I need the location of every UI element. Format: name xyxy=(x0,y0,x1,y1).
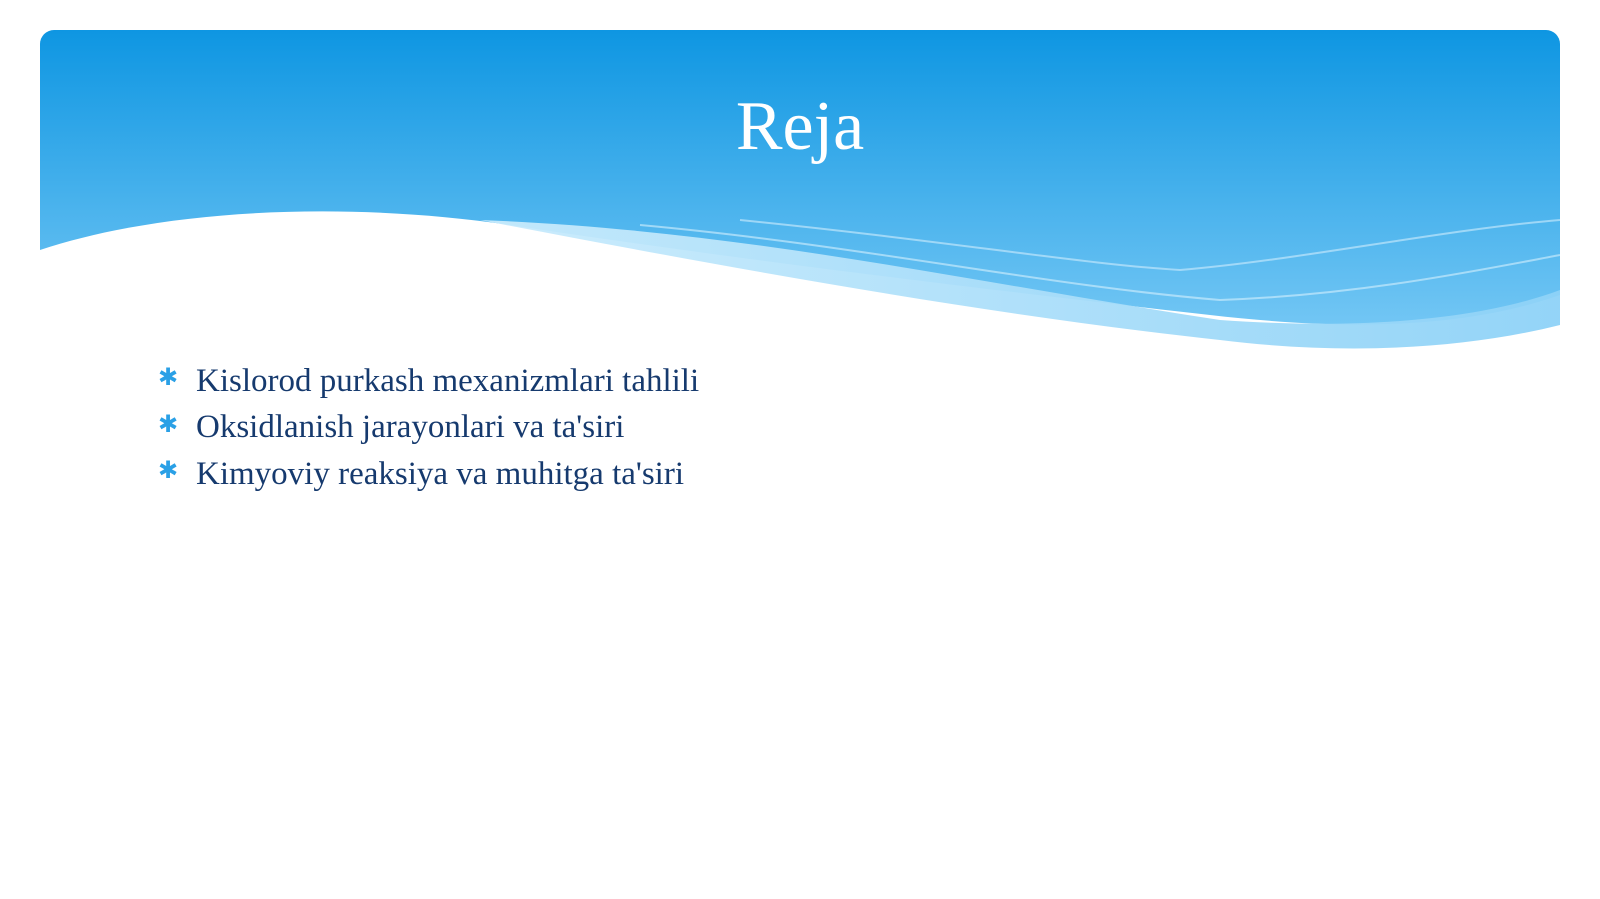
slide-title: Reja xyxy=(735,88,865,165)
bullet-text: Kislorod purkash mexanizmlari tahlili xyxy=(196,362,700,399)
asterisk-icon: ✱ xyxy=(158,363,179,392)
bullet-text: Kimyoviy reaksiya va muhitga ta'siri xyxy=(196,455,685,492)
bullet-item xyxy=(158,451,699,498)
asterisk-icon: ✱ xyxy=(158,409,179,438)
bullet-list xyxy=(158,358,699,498)
bullet-item xyxy=(158,358,699,405)
header-wave-background xyxy=(40,30,1560,370)
bullet-text: Oksidlanish jarayonlari va ta'siri xyxy=(196,409,625,446)
slide xyxy=(40,30,1560,899)
bullet-item xyxy=(158,405,699,452)
asterisk-icon: ✱ xyxy=(158,456,179,485)
